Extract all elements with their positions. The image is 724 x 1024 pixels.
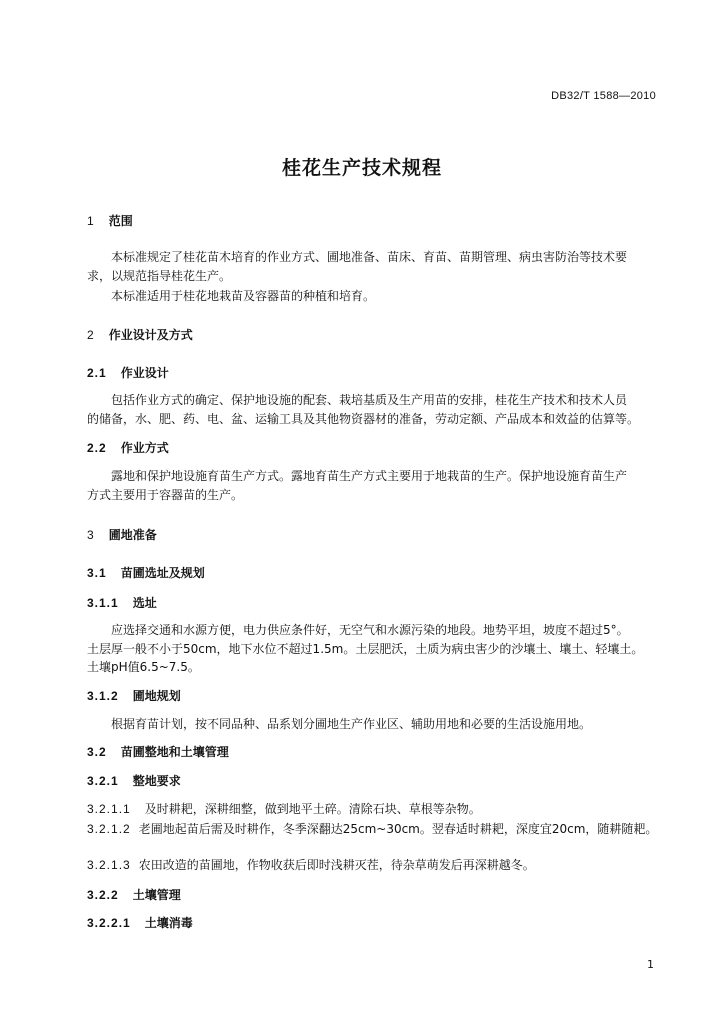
section-number: 3.2.2 [87, 888, 119, 902]
section-3-1-2-heading [87, 688, 659, 704]
section-3-2-1-heading [87, 773, 659, 789]
paragraph-line: 方式主要用于容器苗的生产。 [87, 488, 244, 502]
section-3-1-1-heading [87, 595, 659, 611]
standard-number: DB32/T 1588—2010 [551, 90, 656, 102]
paragraph-line: 应选择交通和水源方便，电力供应条件好，无空气和水源污染的地段。地势平坦，坡度不超过5°。 [111, 623, 629, 637]
clause-number: 3.2.1.2 [87, 822, 131, 836]
section-3-2-heading [87, 744, 659, 760]
paragraph-line: 根据育苗计划，按不同品种、品系划分圃地生产作业区、辅助用地和必要的生活设施用地。 [111, 717, 592, 731]
section-number: 3.2 [87, 745, 107, 759]
section-3-2-2-1-heading [87, 915, 659, 931]
section-number: 3.1 [87, 566, 107, 580]
section-1-heading [87, 213, 659, 229]
section-title: 作业方式 [120, 441, 169, 455]
section-2-heading [87, 327, 659, 343]
section-number: 2.1 [87, 366, 107, 380]
section-number: 3.1.2 [87, 689, 119, 703]
section-title: 土壤管理 [132, 888, 181, 902]
document-title: 桂花生产技术规程 [281, 157, 442, 179]
paragraph-line: 露地和保护地设施育苗生产方式。露地育苗生产方式主要用于地栽苗的生产。保护地设施育苗生产 [111, 469, 628, 483]
section-number: 3.1.1 [87, 596, 119, 610]
clause-text: 农田改造的苗圃地，作物收获后即时浅耕灭茬，待杂草萌发后再深耕越冬。 [138, 858, 535, 872]
section-title: 土壤消毒 [144, 916, 193, 930]
section-title: 圃地规划 [132, 689, 181, 703]
section-2-2-heading [87, 440, 659, 456]
section-number: 1 [87, 214, 95, 228]
clause-3-2-1-3 [87, 857, 659, 873]
paragraph-line: 本标准适用于桂花地栽苗及容器苗的种植和培育。 [111, 289, 376, 303]
page-number: 1 [647, 958, 654, 971]
section-number: 3.2.2.1 [87, 916, 131, 930]
paragraph-line: 土层厚一般不小于50cm，地下水位不超过1.5m。土层肥沃，土质为病虫害少的沙壤土、壤土、轻壤土。 [87, 642, 644, 656]
section-number: 2.2 [87, 441, 107, 455]
section-title: 范围 [108, 214, 133, 228]
section-title: 作业设计 [120, 366, 169, 380]
section-title: 苗圃选址及规划 [120, 566, 205, 580]
section-3-1-heading [87, 565, 659, 581]
section-2-1-heading [87, 365, 659, 381]
clause-number: 3.2.1.3 [87, 858, 131, 872]
clause-number: 3.2.1.1 [87, 802, 131, 816]
section-title: 作业设计及方式 [108, 328, 193, 342]
section-number: 3 [87, 528, 95, 542]
section-number: 2 [87, 328, 95, 342]
paragraph-line: 土壤pH值6.5~7.5。 [87, 660, 200, 674]
paragraph-line: 的储备，水、肥、药、电、盆、运输工具及其他物资器材的准备，劳动定额、产品成本和效益的估算等。 [87, 412, 640, 426]
paragraph-line: 包括作业方式的确定、保护地设施的配套、栽培基质及生产用苗的安排，桂花生产技术和技术人员 [111, 393, 628, 407]
section-title: 整地要求 [132, 774, 181, 788]
section-3-2-2-heading [87, 887, 659, 903]
section-title: 圃地准备 [108, 528, 157, 542]
clause-3-2-1-2 [87, 821, 659, 837]
paragraph-line: 求，以规范指导桂花生产。 [87, 269, 232, 283]
section-title: 苗圃整地和土壤管理 [120, 745, 229, 759]
section-title: 选址 [132, 596, 157, 610]
section-3-heading [87, 527, 659, 543]
clause-text: 老圃地起苗后需及时耕作，冬季深翻达25cm~30cm。翌春适时耕耙，深度宜20cm，随耕随耙。 [138, 822, 658, 836]
clause-text: 及时耕耙，深耕细整，做到地平土碎。清除石块、草根等杂物。 [144, 802, 481, 816]
paragraph-line: 本标准规定了桂花苗木培育的作业方式、圃地准备、苗床、育苗、苗期管理、病虫害防治等技术要 [111, 250, 628, 264]
clause-3-2-1-1 [87, 801, 659, 817]
section-number: 3.2.1 [87, 774, 119, 788]
